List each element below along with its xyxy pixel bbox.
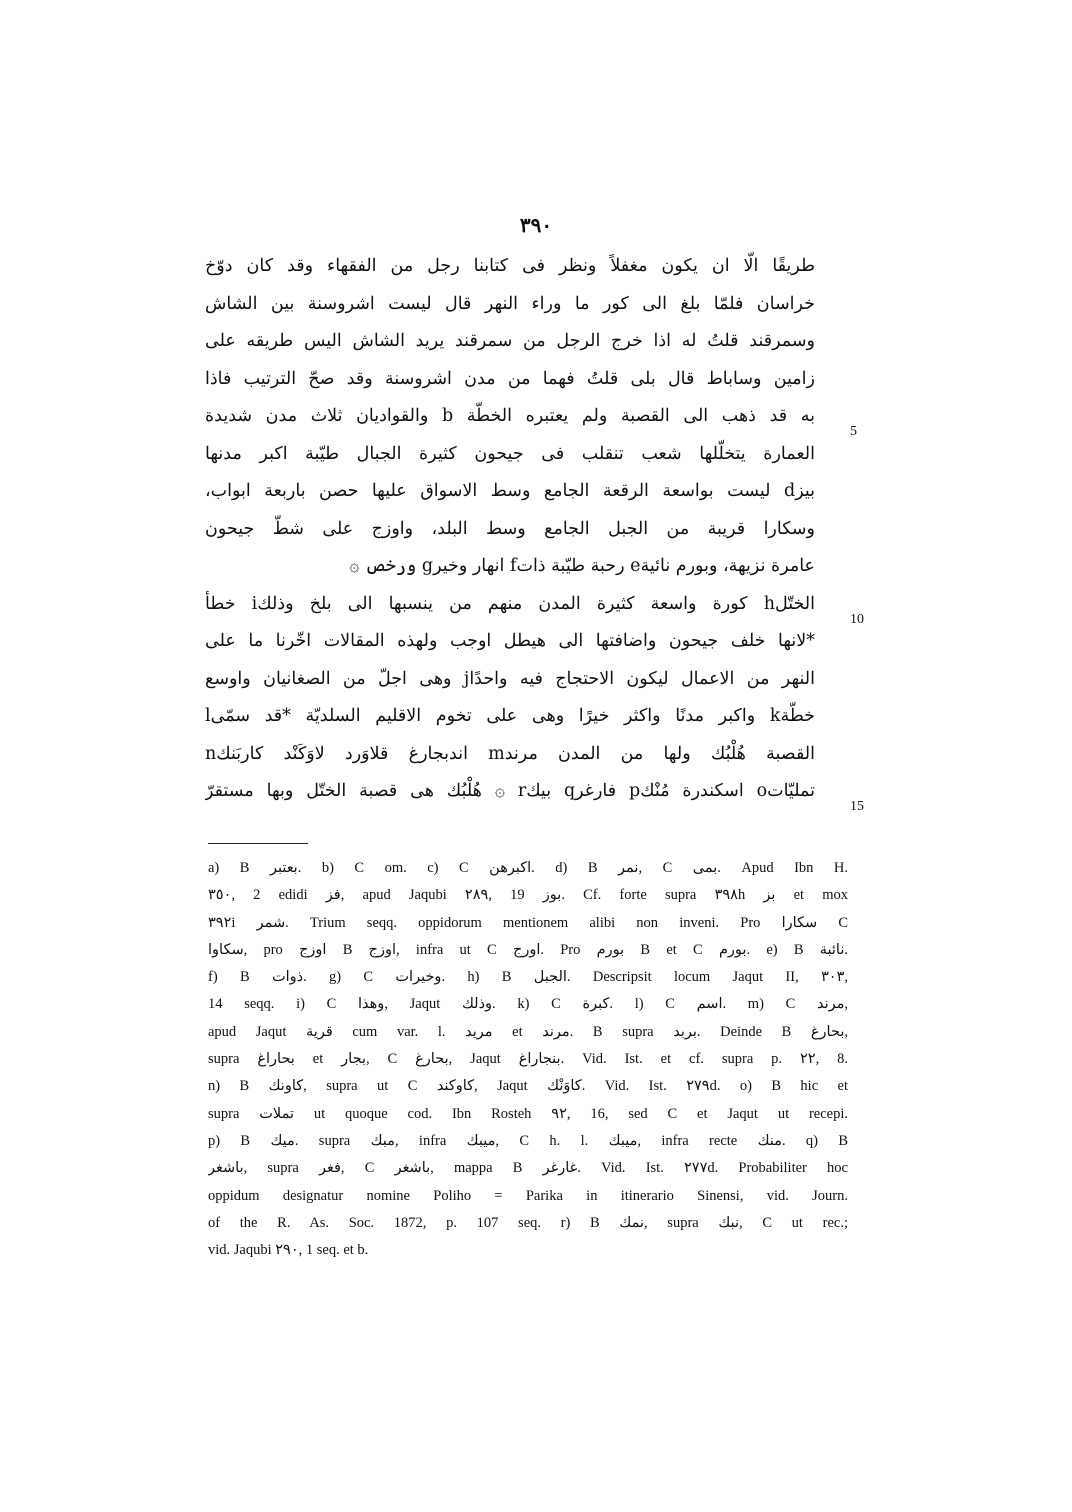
footnote-line: p) B ميك. supra مبك, infra ميبك, C h. l. ميبك, infra recte منك. q) B [208, 1132, 848, 1149]
footnotes [208, 855, 848, 1264]
footnote-line: f) B ذوات. g) C وخيرات. h) B الجبل. Descripsit locum Jaqut II, ٣٠٣, [208, 969, 848, 986]
text-line: النهر من الاعمال ليكون الاحتجاج فيه واحدًاj وهى اجلّ من الصغانيان واوسع [205, 668, 815, 689]
footnote-line: oppidum designatur nomine Poliho = Parika in itinerario Sinensi, vid. Journ. [208, 1187, 848, 1204]
page-number: ٣٩٠ [519, 213, 553, 237]
line-number: 5 [850, 424, 857, 439]
footnote-divider [208, 843, 308, 844]
footnote-line: supra بحاراغ et بجار, C بحارغ, Jaqut بنجاراغ. Vid. Ist. et cf. supra p. ٢٢, 8. [208, 1051, 848, 1068]
text-line: بيزd ليست بواسعة الرقعة الجامع وسط الاسواق عليها حصن باربعة ابواب، [205, 481, 815, 501]
text-line: تمليّاتo اسكندرة مُنْكp فارغرq بيكr ۞ هُلْبُك هى قصبة الختّل وبها مستقرّ [205, 781, 815, 801]
text-line: زامين وساباط قال بلى قلتُ فهما من مدن اشروسنة وقد صحّ الترتيب فاذا [205, 368, 815, 389]
footnote-line: n) B كاونك, supra ut C كاوكند, Jaqut كاوَنْك. Vid. Ist. ٢٧٩d. o) B hic et [208, 1078, 848, 1095]
text-line: عامرة نزيهة، وبورم نائيةe رحبة طيّبة ذاتf انهار وخيرg ورخص ۞ [349, 556, 815, 576]
text-line: وسكارا قريبة من الجبل الجامع وسط البلد، واوزج على شطّ جيحون [205, 518, 815, 539]
footnote-line: سكاوا, pro اوزج B اوزج, infra ut C اورج. Pro بورم B et C بورم. e) B نائبة. [208, 941, 848, 958]
footnote-line: باشغر, supra فغر, C باشغر, mappa B غارغر. Vid. Ist. ٢٧٧d. Probabiliter hoc [208, 1160, 848, 1177]
footnote-line: a) B بعتبر. b) C om. c) C اكبرهن. d) B نمر, C بمى. Apud Ibn H. [208, 860, 848, 876]
text-line: خراسان فلمّا بلغ الى كور ما وراء النهر قال ليست اشروسنة بين الشاش [205, 293, 815, 314]
line-number: 10 [850, 612, 864, 627]
text-line: طريقًا الّا ان يكون مغفلاً ونظر فى كتابنا رجل من الفقهاء وقد كان دوّخ [205, 256, 815, 276]
text-line: خطّةk واكبر مدنًا واكثر خيرًا وهى على تخوم الاقليم السلديّة *قد سمّىl [205, 706, 815, 726]
footnote-line: apud Jaqut قرية cum var. l. مريد et مرند. B supra بربد. Deinde B بحارغ, [208, 1023, 848, 1040]
text-line: به قد ذهب الى القصبة ولم يعتبره الخطّة b والقواديان ثلاث مدن شديدة [205, 406, 815, 426]
footnote-line: ٣٩٢i شمر. Trium seqq. oppidorum mentionem alibi non inveni. Pro سكارا C [208, 914, 848, 931]
footnote-line: vid. Jaqubi ٢٩٠, 1 seq. et b. [208, 1242, 369, 1259]
footnote-line: of the R. As. Soc. 1872, p. 107 seq. r) B نمك, supra نبك, C ut rec.; [208, 1214, 848, 1231]
footnote-line: ٣٥٠, 2 edidi فز, apud Jaqubi ٢٨٩, 19 بوز. Cf. forte supra ٣٩٨h بز et mox [208, 887, 848, 904]
text-line: العمارة يتخلّلها شعب تنقلب فى جيحون كثيرة الجبال طيّبة اكبر مدنها [205, 443, 815, 464]
line-number: 15 [850, 799, 864, 814]
footnote-line: supra تملات ut quoque cod. Ibn Rosteh ٩٢, 16, sed C et Jaqut ut recepi. [208, 1105, 848, 1122]
text-line: وسمرقند قلتُ له اذا خرج الرجل من سمرقند يريد الشاش اليس طريقه على [205, 331, 815, 351]
main-text [205, 248, 815, 811]
text-line: الختّلh كورة واسعة كثيرة المدن منهم من ينسبها الى بلخ وذلكi خطأ [205, 593, 815, 614]
footnote-line: 14 seqq. i) C وهذا, Jaqut وذلك. k) C كبرة. l) C اسم. m) C مرند, [208, 996, 848, 1013]
text-line: *لانها خلف جيحون واضافتها الى هيطل اوجب ولهذه المقالات اخّرنا ما على [205, 631, 815, 651]
text-line: القصبة هُلْبُك ولها من المدن مرندm اندبجارغ قلاوَرد لاوَكَنْد كاربَنكn [205, 743, 815, 764]
